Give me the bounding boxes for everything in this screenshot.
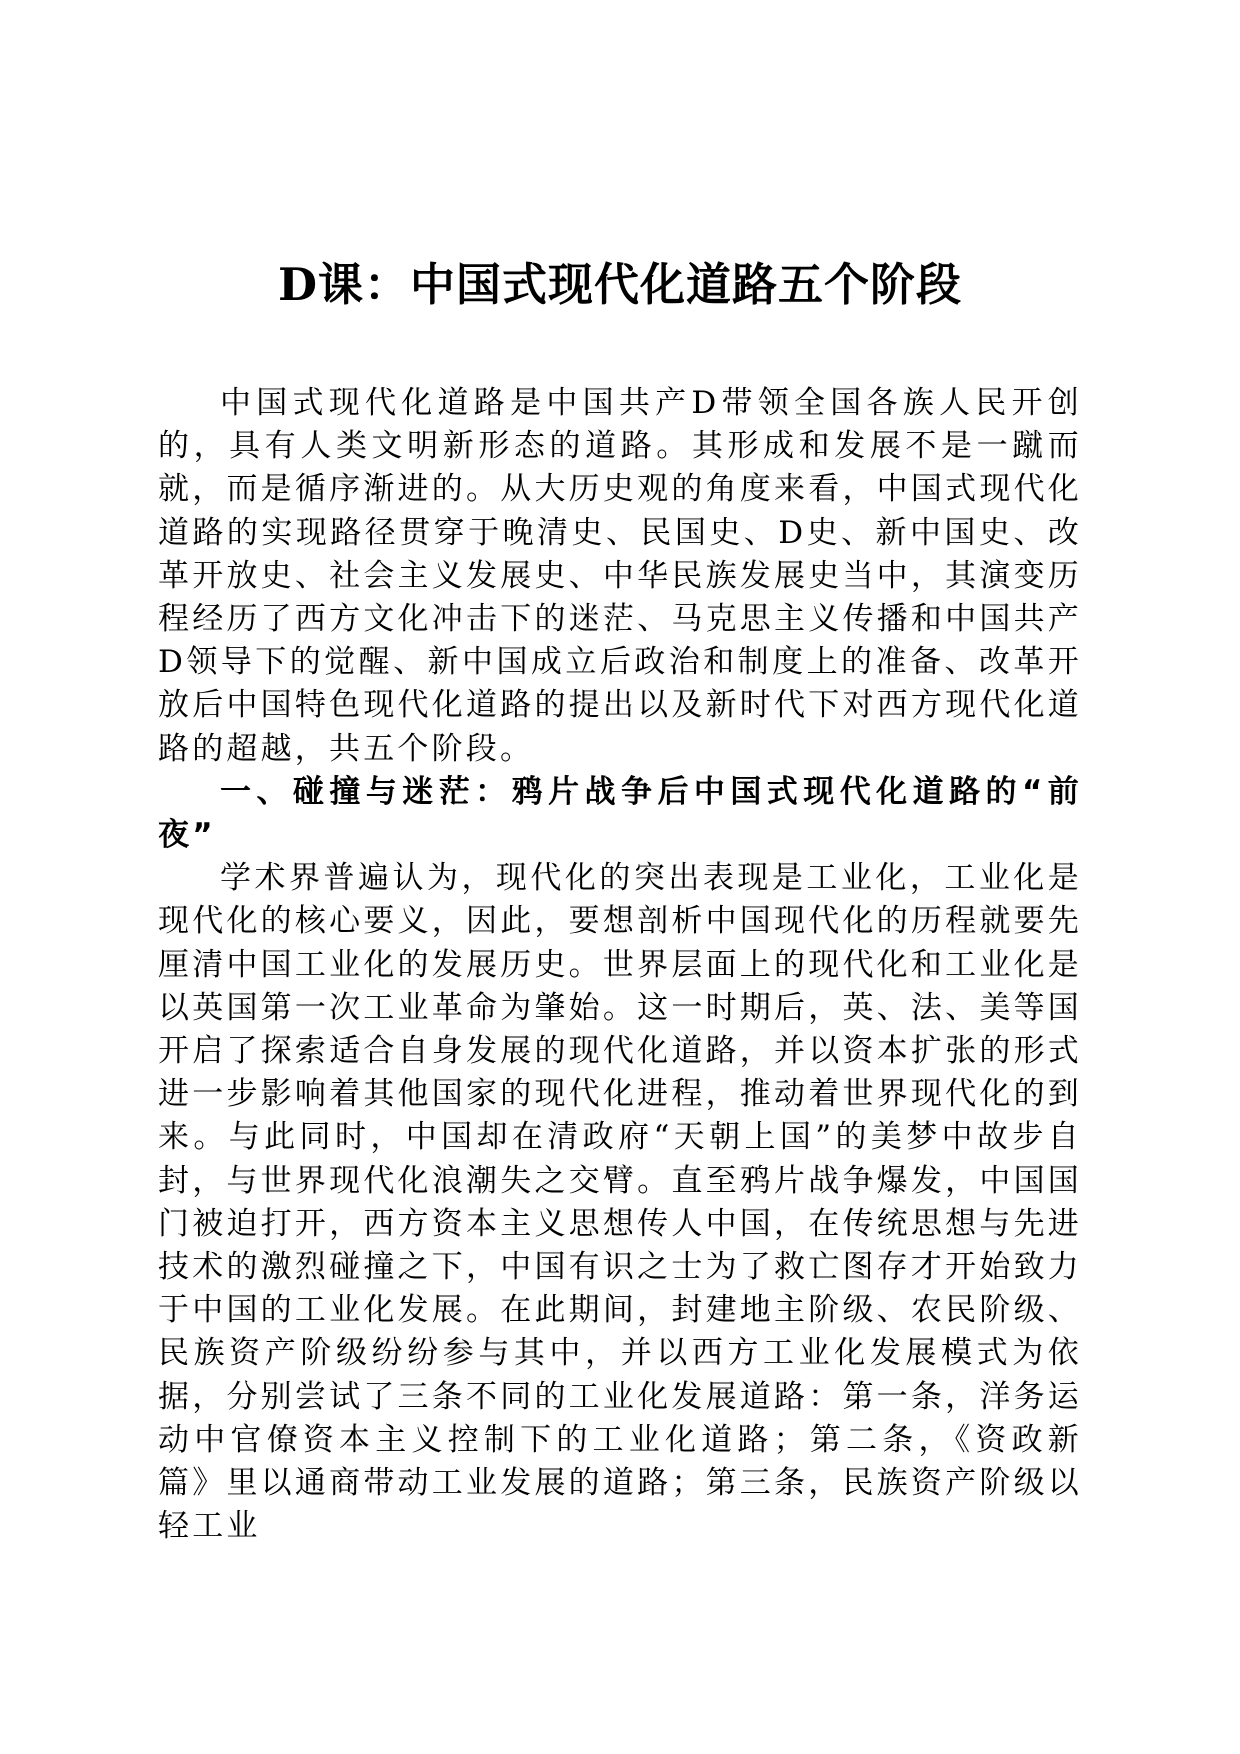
intro-paragraph: 中国式现代化道路是中国共产D带领全国各族人民开创的，具有人类文明新形态的道路。其形成和发展不是一蹴而就，而是循序渐进的。从大历史观的角度来看，中国式现代化道路的实现路径贯穿于晚清史、民国史、D史、新中国史、改革开放史、社会主义发展史、中华民族发展史当中，其演变历程经历了西方文化冲击下的迷茫、马克思主义传播和中国共产D领导下的觉醒、新中国成立后政治和制度上的准备、改革开放后中国特色现代化道路的提出以及新时代下对西方现代化道路的超越，共五个阶段。 (158, 385, 1082, 767)
section-1-paragraph: 学术界普遍认为，现代化的突出表现是工业化，工业化是现代化的核心要义，因此，要想剖析中国现代化的历程就要先厘清中国工业化的发展历史。世界层面上的现代化和工业化是以英国第一次工业革命为肇始。这一时期后，英、法、美等国开启了探索适合自身发展的现代化道路，并以资本扩张的形式进一步影响着其他国家的现代化进程，推动着世界现代化的到来。与此同时，中国却在清政府“天朝上国”的美梦中故步自封，与世界现代化浪潮失之交臂。直至鸦片战争爆发，中国国门被迫打开，西方资本主义思想传人中国，在传统思想与先进技术的激烈碰撞之下，中国有识之士为了救亡图存才开始致力于中国的工业化发展。在此期间，封建地主阶级、农民阶级、民族资产阶级纷纷参与其中，并以西方工业化发展模式为依据，分别尝试了三条不同的工业化发展道路：第一条，洋务运动中官僚资本主义控制下的工业化道路；第二条，《资政新篇》里以通商带动工业发展的道路；第三条，民族资产阶级以轻工业 (158, 860, 1082, 1545)
section-1-heading: 一、碰撞与迷茫：鸦片战争后中国式现代化道路的“前夜” (158, 773, 1082, 854)
document-title: D课：中国式现代化道路五个阶段 (277, 258, 963, 311)
document-body (158, 382, 1082, 1548)
